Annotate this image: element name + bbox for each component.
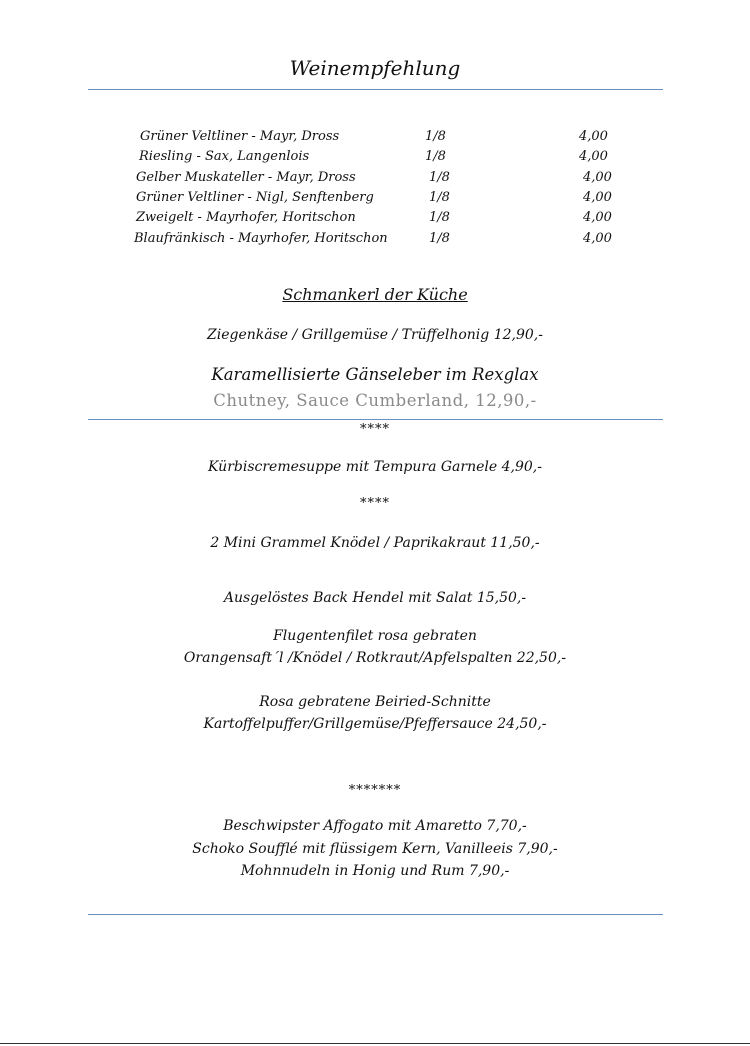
- menu-item-main-3-detail: Orangensaft´l /Knödel / Rotkraut/Apfelspalten 22,50,-: [183, 650, 567, 666]
- wine-price: 4,00: [583, 210, 612, 225]
- wine-price: 4,00: [579, 149, 608, 164]
- separator-stars: ****: [360, 422, 390, 437]
- menu-item-main-1: 2 Mini Grammel Knödel / Paprikakraut 11,50,-: [210, 535, 540, 551]
- wine-price: 4,00: [579, 129, 608, 144]
- wine-name: Zweigelt - Mayrhofer, Horitschon: [136, 210, 356, 225]
- page-edge-line: [0, 1043, 750, 1044]
- wine-row: [136, 169, 621, 187]
- wine-price: 4,00: [583, 170, 612, 185]
- wine-price: 4,00: [583, 231, 612, 246]
- menu-item-foie-gras-title: Karamellisierte Gänseleber im Rexglax: [211, 365, 539, 384]
- wine-quantity: 1/8: [429, 210, 450, 225]
- menu-item-dessert-2: Schoko Soufflé mit flüssigem Kern, Vanilleeis 7,90,-: [192, 841, 558, 857]
- menu-item-soup: Kürbiscremesuppe mit Tempura Garnele 4,90,-: [208, 459, 542, 475]
- menu-item-main-4-title: Rosa gebratene Beiried-Schnitte: [259, 694, 491, 710]
- menu-item-main-3-title: Flugentenfilet rosa gebraten: [273, 628, 477, 644]
- wine-quantity: 1/8: [429, 190, 450, 205]
- menu-item-dessert-3: Mohnnudeln in Honig und Rum 7,90,-: [240, 863, 510, 879]
- wine-quantity: 1/8: [429, 170, 450, 185]
- wine-row: [134, 230, 621, 248]
- wine-row: [136, 209, 621, 227]
- wine-row: [139, 148, 619, 166]
- wine-name: Blaufränkisch - Mayrhofer, Horitschon: [134, 231, 388, 246]
- menu-item-foie-gras-detail: Chutney, Sauce Cumberland, 12,90,-: [213, 391, 537, 410]
- wine-name: Gelber Muskateller - Mayr, Dross: [136, 170, 356, 185]
- wine-row: [136, 189, 621, 207]
- separator-stars: *******: [348, 783, 402, 798]
- wine-quantity: 1/8: [425, 129, 446, 144]
- page-title: Weinempfehlung: [289, 56, 461, 80]
- divider-bottom: [88, 914, 663, 915]
- wine-quantity: 1/8: [425, 149, 446, 164]
- wine-name: Grüner Veltliner - Nigl, Senftenberg: [136, 190, 374, 205]
- separator-stars: ****: [360, 496, 390, 511]
- kitchen-heading: Schmankerl der Küche: [282, 285, 468, 304]
- wine-name: Riesling - Sax, Langenlois: [139, 149, 310, 164]
- menu-item-main-4-detail: Kartoffelpuffer/Grillgemüse/Pfeffersauce 24,50,-: [203, 716, 547, 732]
- divider-top: [88, 89, 663, 90]
- menu-item-dessert-1: Beschwipster Affogato mit Amaretto 7,70,-: [223, 818, 527, 834]
- wine-name: Grüner Veltliner - Mayr, Dross: [140, 129, 340, 144]
- divider-middle: [88, 419, 663, 420]
- wine-quantity: 1/8: [429, 231, 450, 246]
- menu-item-main-2: Ausgelöstes Back Hendel mit Salat 15,50,-: [223, 590, 527, 606]
- wine-row: [140, 128, 620, 146]
- menu-item-starter: Ziegenkäse / Grillgemüse / Trüffelhonig 12,90,-: [207, 327, 543, 343]
- wine-price: 4,00: [583, 190, 612, 205]
